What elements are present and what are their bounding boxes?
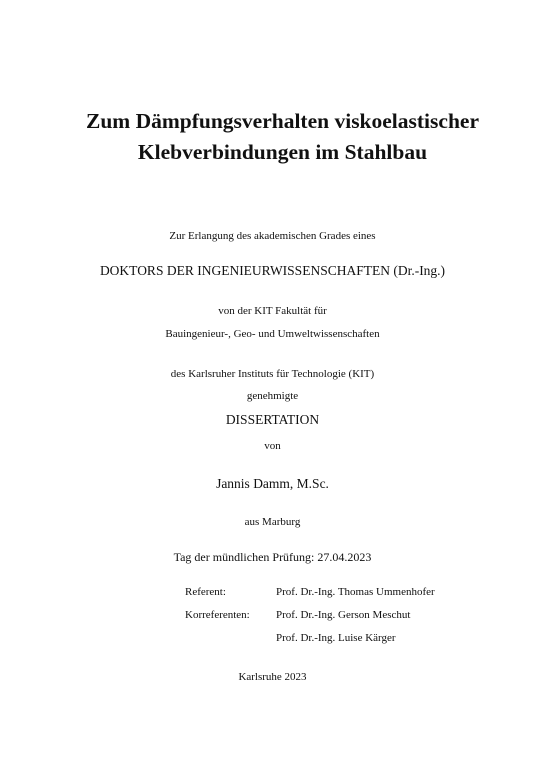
referent-name: Prof. Dr.-Ing. Thomas Ummenhofer xyxy=(276,586,435,598)
exam-date: Tag der mündlichen Prüfung: 27.04.2023 xyxy=(173,550,372,564)
korreferent-2-name: Prof. Dr.-Ing. Luise Kärger xyxy=(276,632,396,644)
purpose-line: Zur Erlangung des akademischen Grades eines xyxy=(169,230,376,242)
approved-line: genehmigte xyxy=(246,390,299,402)
korreferent-1-name: Prof. Dr.-Ing. Gerson Meschut xyxy=(276,609,411,621)
faculty-line-1: von der KIT Fakultät für xyxy=(218,305,327,317)
faculty-line-2: Bauingenieur-, Geo- und Umweltwissenschaften xyxy=(165,328,380,340)
place-year: Karlsruhe 2023 xyxy=(238,671,307,683)
thesis-title: Zum Dämpfungsverhalten viskoelastischer Klebverbindungen im Stahlbau xyxy=(86,109,479,164)
degree-line: DOKTORS DER INGENIEURWISSENSCHAFTEN (Dr.-Ing.) xyxy=(99,263,446,278)
institute-line: des Karlsruher Instituts für Technologie (KIT) xyxy=(170,368,375,380)
referent-label: Referent: xyxy=(185,586,226,598)
by-line: von xyxy=(264,440,281,452)
origin-line: aus Marburg xyxy=(244,516,301,528)
document-type: DISSERTATION xyxy=(225,412,320,427)
korreferenten-label: Korreferenten: xyxy=(185,609,250,621)
author-name: Jannis Damm, M.Sc. xyxy=(216,476,329,491)
